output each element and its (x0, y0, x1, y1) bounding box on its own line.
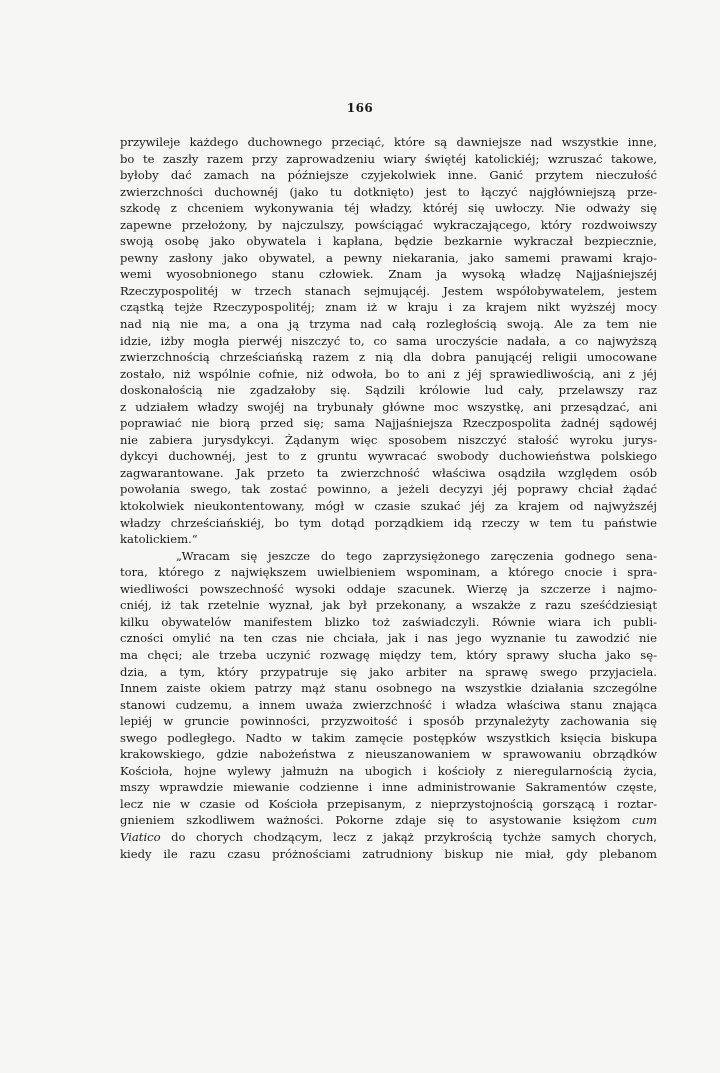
page-number: 166 (346, 101, 374, 115)
text-line: powołania swego, tak zostać powinno, a jeżeli decyzyi jéj poprawy chciał żądać (120, 482, 657, 497)
text-line: zagwarantowane. Jak przeto ta zwierzchność właściwa osądziła względem osób (120, 465, 657, 480)
text-line: stanowi cudzemu, a innem uważa zwierzchność i władza właściwa stanu znająca (120, 697, 657, 712)
text-line: zapewne przełożony, by najczulszy, powściągać wykraczającego, który rozdwoiwszy (120, 217, 657, 232)
text-line: dykcyi duchownéj, jest to z gruntu wywracać swobody duchowieństwa polskiego (120, 449, 657, 464)
paragraph-end-line: katolickiem.“ (120, 532, 198, 547)
text-fragment: do chorych chodzącym, lecz z jakąż przykrością tychże samych chorych, (171, 829, 657, 844)
text-line: tora, którego z największem uwielbieniem wspominam, a którego cnocie i spra- (120, 565, 657, 580)
text-line: zostało, niż wspólnie cofnie, niż odwoła, bo to ani z jéj sprawiedliwością, ani z jéj (120, 366, 657, 381)
text-line: krakowskiego, gdzie nabożeństwa z nieuszanowaniem w sprawowaniu obrządków (120, 747, 657, 762)
text-line: lepiéj w gruncie powinności, przyzwoitość i sposób przynależyty zachowania się (120, 714, 657, 729)
text-line-with-italic (120, 829, 657, 846)
text-line: ktokolwiek nieukontentowany, mógł w czasie szukać jéj za krajem od najwyższéj (120, 499, 657, 514)
text-fragment: gnieniem szkodliwem ważności. Pokorne zdaje się to asystowanie księżom (120, 813, 621, 828)
text-line: ma chęci; ale trzeba uczynić rozwagę między tem, który sprawy słucha jako sę- (120, 647, 657, 662)
text-line: zwierzchności duchownéj (jako tu dotknięto) jest to łączyć najgłówniejszą prze- (120, 184, 657, 199)
italic-latin-term: Viatico (120, 829, 161, 844)
text-line: mszy wprawdzie miewanie codzienne i inne administrowanie Sakramentów częste, (120, 780, 657, 795)
text-line: kiedy ile razu czasu próżnościami zatrudniony biskup nie miał, gdy plebanom (120, 846, 657, 861)
text-line: zwierzchnością chrześciańską razem z nią dla dobra panującéj religii umocowane (120, 350, 657, 365)
text-line: nie zabiera jurysdykcyi. Żądanym więc sposobem niszczyć stałość wyroku jurys- (120, 432, 657, 447)
text-line: wemi wyosobnionego stanu człowiek. Znam ja wysoką władzę Najjaśniejszéj (120, 267, 657, 282)
paragraph-start-line: „Wracam się jeszcze do tego zaprzysiężonego zaręczenia godnego sena- (176, 548, 657, 563)
text-line: władzy chrześciańskiéj, bo tym dotąd porządkiem idą rzeczy w tem tu państwie (120, 515, 657, 530)
text-line: bo te zaszły razem przy zaprowadzeniu wiary świętéj katolickiéj; wzruszać takowe, (120, 151, 657, 166)
text-line: Innem zaiste okiem patrzy mąż stanu osobnego na wszystkie działania szczególne (120, 681, 657, 696)
text-line-with-italic (120, 812, 657, 829)
text-line: poprawiać nie biorą przed się; sama Najjaśniejsza Rzeczpospolita żadnéj sądowéj (120, 416, 657, 431)
text-line: dzia, a tym, który przypatruje się jako arbiter na sprawę swego przyjaciela. (120, 664, 657, 679)
text-line: idzie, iżby mogła pierwéj niszczyć to, co sama uroczyście nadała, a co najwyższą (120, 333, 657, 348)
italic-latin-term: cum (632, 813, 657, 828)
text-line: kilku obywatelów manifestem blizko toż zaświadczyli. Równie wiara ich publi- (120, 614, 657, 629)
text-line: byłoby dać zamach na późniejsze czyjekolwiek inne. Ganić przytem nieczułość (120, 168, 657, 183)
text-line: z udziałem władzy swojéj na trybunały główne moc wszystkę, ani przesądzać, ani (120, 399, 657, 414)
text-line: Rzeczypospolitéj w trzech stanach sejmującéj. Jestem współobywatelem, jestem (120, 283, 657, 298)
text-line: Kościoła, hojne wylewy jałmużn na ubogich i kościoły z nieregularnością życia, (120, 763, 657, 778)
text-line: wiedliwości powszechność wysoki oddaje szacunek. Wierzę ja szczerze i najmo- (120, 581, 657, 596)
text-line: szkodę z chceniem wykonywania téj władzy, któréj się uwłoczy. Nie odważy się (120, 201, 657, 216)
text-line: nad nią nie ma, a ona ją trzyma nad całą rozległością swoją. Ale za tem nie (120, 317, 657, 332)
text-line: cniéj, iż tak rzetelnie wyznał, jak był przekonany, a wszakże z razu sześćdziesiąt (120, 598, 657, 613)
text-line: pewny zasłony jako obywatel, a pewny niekarania, jako samemi prawami krajo- (120, 250, 657, 265)
text-line: doskonałością nie zgadzałoby się. Sądzili królowie lud cały, przelawszy raz (120, 383, 657, 398)
text-line: swego podległego. Nadto w takim zamęcie postępków wszystkich księcia biskupa (120, 730, 657, 745)
text-line: lecz nie w czasie od Kościoła przepisanym, z nieprzystojnością gorszącą i roztar- (120, 796, 657, 811)
text-line: przywileje każdego duchownego przeciąć, które są dawniejsze nad wszystkie inne, (120, 135, 657, 149)
body-text (120, 134, 657, 862)
text-line: czności omylić na ten czas nie chciała, jak i nas jego wyznanie tu zawodzić nie (120, 631, 657, 646)
text-line: cząstką tejże Rzeczypospolitéj; znam iż w kraju i za krajem nikt wyższéj mocy (120, 300, 657, 315)
text-line: swoją osobę jako obywatela i kapłana, będzie bezkarnie wykraczał bezpiecznie, (120, 234, 657, 249)
